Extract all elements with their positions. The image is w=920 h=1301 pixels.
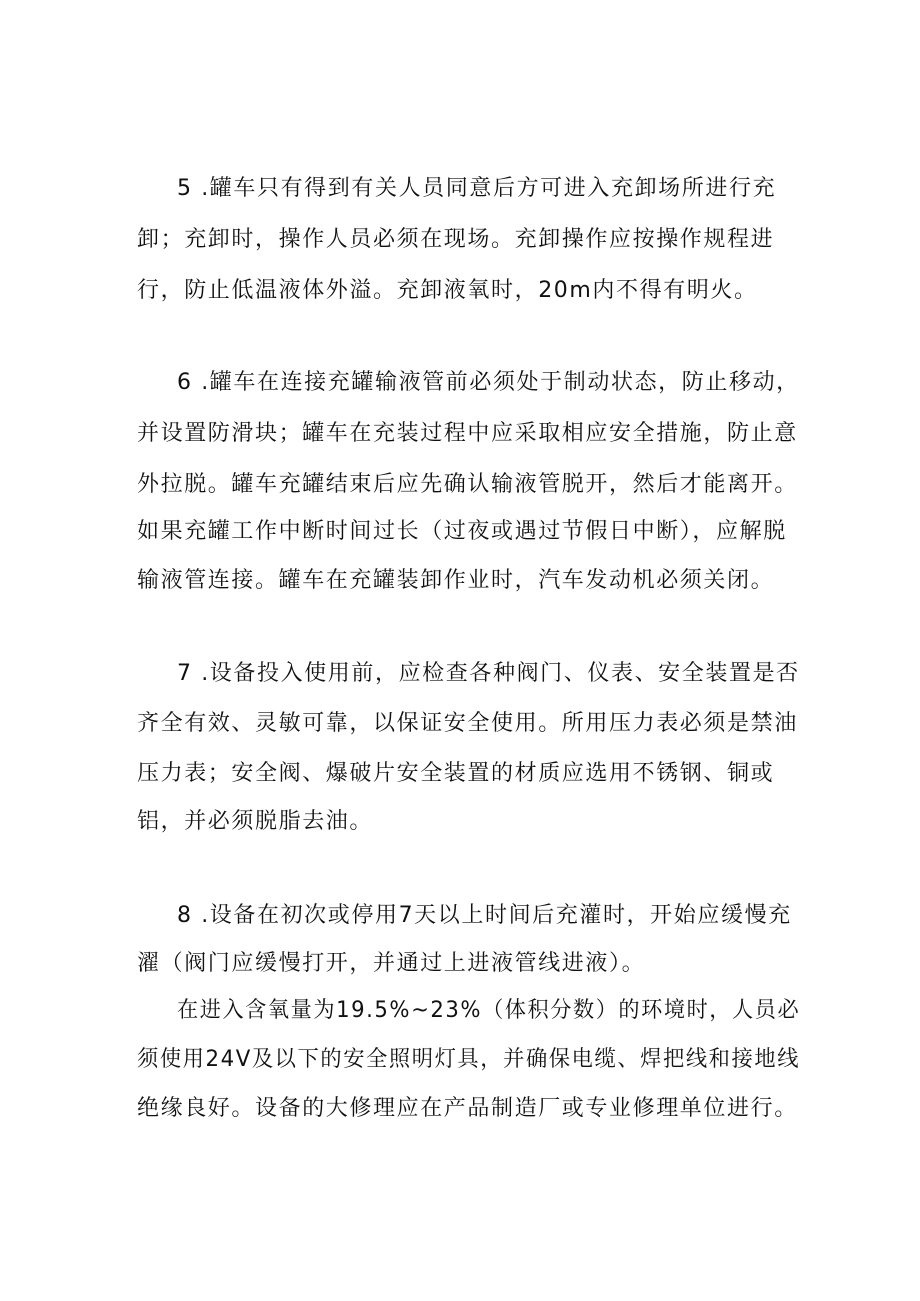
paragraph-line: 如果充罐工作中断时间过长（过夜或遇过节假日中断），应解脱 [137,519,787,544]
paragraph-line: 8 .设备在初次或停用7天以上时间后充灌时，开始应缓慢充 [177,903,792,928]
paragraph-line: 并设置防滑块；罐车在充装过程中应采取相应安全措施，防止意 [137,421,798,446]
paragraph-line: 须使用24V及以下的安全照明灯具，并确保电缆、焊把线和接地线 [137,1047,801,1072]
paragraph-line: 行，防止低温液体外溢。充卸液氧时，20m内不得有明火。 [137,278,758,303]
paragraph-line: 在进入含氧量为19.5%~23%（体积分数）的环境时，人员必 [177,998,801,1023]
paragraph-line: 齐全有效、灵敏可靠，以保证安全使用。所用压力表必须是禁油 [137,711,798,736]
paragraph-line: 6 .罐车在连接充罐输液管前必须处于制动状态，防止移动， [177,370,800,395]
paragraph-line: 7 .设备投入使用前，应检查各种阀门、仪表、安全装置是否 [177,661,800,686]
paragraph-line: 濯（阀门应缓慢打开，并通过上进液管线进液）。 [137,951,646,976]
paragraph-line: 绝缘良好。设备的大修理应在产品制造厂或专业修理单位进行。 [137,1096,798,1121]
paragraph-line: 压力表；安全阀、爆破片安全装置的材质应选用不锈钢、铜或 [137,761,775,786]
paragraph-line: 5 .罐车只有得到有关人员同意后方可进入充卸场所进行充 [177,176,777,201]
paragraph-line: 输液管连接。罐车在充罐装卸作业时，汽车发动机必须关闭。 [137,568,775,593]
paragraph-line: 铝，并必须脱脂去油。 [137,809,374,834]
paragraph-line: 卸；充卸时，操作人员必须在现场。充卸操作应按操作规程进 [137,227,775,252]
paragraph-line: 外拉脱。罐车充罐结束后应先确认输液管脱开，然后才能离开。 [137,472,798,497]
